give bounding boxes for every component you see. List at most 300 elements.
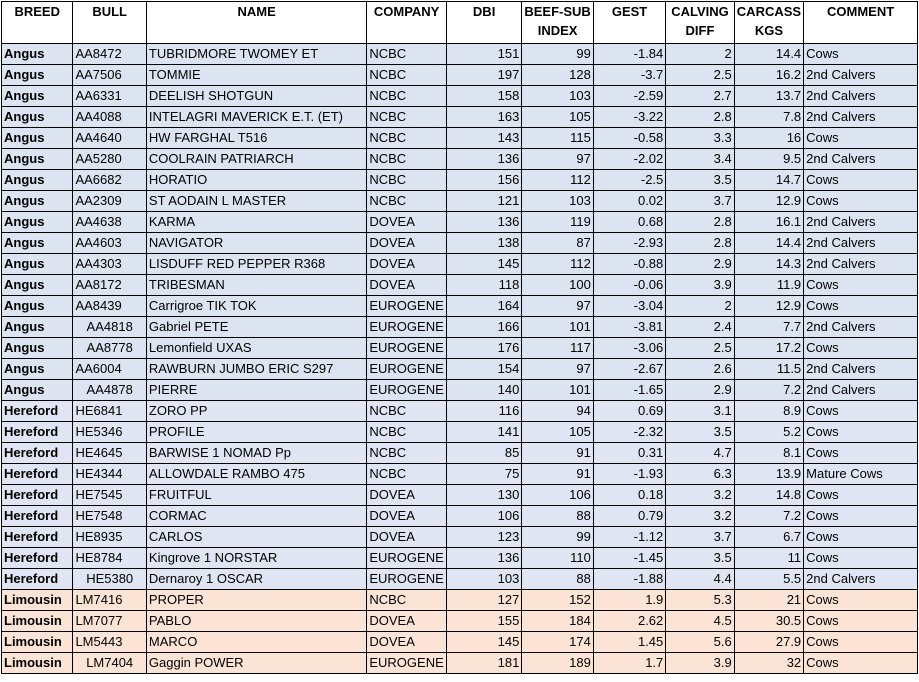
cell-gest: -2.32 [593, 422, 665, 443]
cell-beef-sub-index: 97 [522, 359, 593, 380]
cell-comment: 2nd Calvers [804, 569, 918, 590]
cell-gest: -3.06 [593, 338, 665, 359]
cell-gest: 1.7 [593, 653, 665, 674]
table-row [2, 128, 918, 149]
table-row [2, 275, 918, 296]
cell-gest: -0.88 [593, 254, 665, 275]
table-row [2, 464, 918, 485]
cell-company: EUROGENE [367, 569, 447, 590]
cell-company: NCBC [367, 443, 447, 464]
cell-breed: Hereford [2, 527, 73, 548]
cell-calving-diff: 2 [666, 44, 734, 65]
table-row [2, 296, 918, 317]
cell-name: ZORO PP [146, 401, 366, 422]
cell-breed: Angus [2, 275, 73, 296]
cell-carcass-kgs: 7.7 [734, 317, 803, 338]
cell-beef-sub-index: 117 [522, 338, 593, 359]
cell-carcass-kgs: 5.5 [734, 569, 803, 590]
cell-breed: Angus [2, 149, 73, 170]
cell-breed: Angus [2, 338, 73, 359]
cell-carcass-kgs: 30.5 [734, 611, 803, 632]
cell-dbi: 158 [446, 86, 521, 107]
cell-comment: Cows [804, 485, 918, 506]
table-row [2, 338, 918, 359]
cell-name: MARCO [146, 632, 366, 653]
cell-comment: 2nd Calvers [804, 86, 918, 107]
cell-calving-diff: 2.9 [666, 254, 734, 275]
cell-gest: -2.67 [593, 359, 665, 380]
cell-company: DOVEA [367, 275, 447, 296]
cell-company: DOVEA [367, 527, 447, 548]
cell-company: NCBC [367, 590, 447, 611]
cell-comment: 2nd Calvers [804, 359, 918, 380]
cell-name: Gaggin POWER [146, 653, 366, 674]
table-row [2, 548, 918, 569]
cell-carcass-kgs: 14.4 [734, 44, 803, 65]
cell-bull: HE6841 [73, 401, 146, 422]
cell-carcass-kgs: 14.7 [734, 170, 803, 191]
cell-bull: HE4645 [73, 443, 146, 464]
cell-calving-diff: 2 [666, 296, 734, 317]
cell-comment: 2nd Calvers [804, 212, 918, 233]
cell-comment: Cows [804, 506, 918, 527]
cell-carcass-kgs: 13.9 [734, 464, 803, 485]
cell-comment: Cows [804, 296, 918, 317]
cell-bull: HE5380 [73, 569, 146, 590]
cell-dbi: 118 [446, 275, 521, 296]
cell-name: ST AODAIN L MASTER [146, 191, 366, 212]
cell-beef-sub-index: 88 [522, 506, 593, 527]
cell-carcass-kgs: 11.5 [734, 359, 803, 380]
cell-beef-sub-index: 112 [522, 254, 593, 275]
cell-company: NCBC [367, 128, 447, 149]
cell-name: PIERRE [146, 380, 366, 401]
cell-bull: LM7416 [73, 590, 146, 611]
cell-dbi: 145 [446, 632, 521, 653]
table-row [2, 254, 918, 275]
cell-comment: 2nd Calvers [804, 65, 918, 86]
cell-carcass-kgs: 8.1 [734, 443, 803, 464]
cell-calving-diff: 2.4 [666, 317, 734, 338]
cell-breed: Angus [2, 380, 73, 401]
cell-gest: 0.69 [593, 401, 665, 422]
header-comment: COMMENT [804, 2, 918, 44]
table-row [2, 380, 918, 401]
cell-dbi: 181 [446, 653, 521, 674]
cell-calving-diff: 4.4 [666, 569, 734, 590]
cell-carcass-kgs: 9.5 [734, 149, 803, 170]
cell-gest: -3.81 [593, 317, 665, 338]
cell-comment: Cows [804, 422, 918, 443]
cell-beef-sub-index: 100 [522, 275, 593, 296]
cell-breed: Hereford [2, 401, 73, 422]
cell-calving-diff: 5.3 [666, 590, 734, 611]
cell-comment: Cows [804, 548, 918, 569]
cell-dbi: 166 [446, 317, 521, 338]
cell-bull: AA4603 [73, 233, 146, 254]
cell-carcass-kgs: 16.2 [734, 65, 803, 86]
cell-bull: AA6004 [73, 359, 146, 380]
cell-bull: AA6331 [73, 86, 146, 107]
cell-beef-sub-index: 189 [522, 653, 593, 674]
cell-carcass-kgs: 16 [734, 128, 803, 149]
cell-calving-diff: 2.5 [666, 338, 734, 359]
cell-company: DOVEA [367, 233, 447, 254]
cell-dbi: 163 [446, 107, 521, 128]
header-gest: GEST [593, 2, 665, 44]
cell-breed: Angus [2, 107, 73, 128]
cell-breed: Hereford [2, 548, 73, 569]
cell-gest: 0.68 [593, 212, 665, 233]
cell-bull: AA7506 [73, 65, 146, 86]
cell-beef-sub-index: 97 [522, 149, 593, 170]
cell-company: EUROGENE [367, 653, 447, 674]
cell-bull: HE4344 [73, 464, 146, 485]
cell-calving-diff: 2.8 [666, 212, 734, 233]
cell-bull: AA4638 [73, 212, 146, 233]
cell-company: DOVEA [367, 212, 447, 233]
cell-gest: 0.18 [593, 485, 665, 506]
cell-bull: AA4818 [73, 317, 146, 338]
cell-breed: Hereford [2, 569, 73, 590]
cell-bull: AA5280 [73, 149, 146, 170]
table-row [2, 485, 918, 506]
header-calving-diff: CALVING DIFF [666, 2, 734, 44]
cell-breed: Angus [2, 296, 73, 317]
cell-gest: -3.22 [593, 107, 665, 128]
cell-comment: 2nd Calvers [804, 254, 918, 275]
cell-name: Lemonfield UXAS [146, 338, 366, 359]
table-header [2, 2, 918, 44]
cell-calving-diff: 3.9 [666, 653, 734, 674]
cell-calving-diff: 5.6 [666, 632, 734, 653]
cell-beef-sub-index: 94 [522, 401, 593, 422]
header-beef-sub-index: BEEF-SUB INDEX [522, 2, 593, 44]
cell-dbi: 145 [446, 254, 521, 275]
cell-company: NCBC [367, 422, 447, 443]
cell-beef-sub-index: 101 [522, 317, 593, 338]
cell-name: PABLO [146, 611, 366, 632]
cell-gest: -1.88 [593, 569, 665, 590]
table-body [2, 44, 918, 674]
cell-company: NCBC [367, 65, 447, 86]
cell-name: BARWISE 1 NOMAD Pp [146, 443, 366, 464]
cell-gest: 1.9 [593, 590, 665, 611]
cell-comment: Cows [804, 611, 918, 632]
cell-beef-sub-index: 99 [522, 44, 593, 65]
cell-name: CARLOS [146, 527, 366, 548]
cell-calving-diff: 3.5 [666, 170, 734, 191]
cell-carcass-kgs: 21 [734, 590, 803, 611]
cell-dbi: 130 [446, 485, 521, 506]
cell-breed: Angus [2, 170, 73, 191]
cell-comment: 2nd Calvers [804, 107, 918, 128]
cell-carcass-kgs: 6.7 [734, 527, 803, 548]
cell-beef-sub-index: 152 [522, 590, 593, 611]
cell-comment: Cows [804, 338, 918, 359]
cell-company: NCBC [367, 464, 447, 485]
cell-bull: HE8935 [73, 527, 146, 548]
cell-comment: 2nd Calvers [804, 380, 918, 401]
cell-dbi: 164 [446, 296, 521, 317]
cell-name: INTELAGRI MAVERICK E.T. (ET) [146, 107, 366, 128]
cell-beef-sub-index: 91 [522, 464, 593, 485]
cell-dbi: 155 [446, 611, 521, 632]
cell-comment: Cows [804, 44, 918, 65]
table-row [2, 611, 918, 632]
cell-breed: Angus [2, 254, 73, 275]
cell-beef-sub-index: 97 [522, 296, 593, 317]
cell-breed: Limousin [2, 653, 73, 674]
cell-carcass-kgs: 7.2 [734, 506, 803, 527]
cell-carcass-kgs: 12.9 [734, 296, 803, 317]
cell-comment: Cows [804, 128, 918, 149]
cell-name: ALLOWDALE RAMBO 475 [146, 464, 366, 485]
cell-company: NCBC [367, 401, 447, 422]
cell-dbi: 156 [446, 170, 521, 191]
cell-carcass-kgs: 11 [734, 548, 803, 569]
cell-name: TOMMIE [146, 65, 366, 86]
cell-carcass-kgs: 12.9 [734, 191, 803, 212]
cell-name: Dernaroy 1 OSCAR [146, 569, 366, 590]
table-row [2, 506, 918, 527]
cell-comment: Cows [804, 443, 918, 464]
cell-company: NCBC [367, 107, 447, 128]
cell-breed: Hereford [2, 485, 73, 506]
cell-bull: HE7545 [73, 485, 146, 506]
cell-dbi: 75 [446, 464, 521, 485]
cell-company: DOVEA [367, 254, 447, 275]
cell-breed: Angus [2, 359, 73, 380]
cell-bull: AA6682 [73, 170, 146, 191]
cell-beef-sub-index: 105 [522, 422, 593, 443]
cell-name: HW FARGHAL T516 [146, 128, 366, 149]
cell-calving-diff: 3.4 [666, 149, 734, 170]
cell-breed: Angus [2, 233, 73, 254]
cell-bull: AA4303 [73, 254, 146, 275]
cell-company: EUROGENE [367, 359, 447, 380]
cell-comment: 2nd Calvers [804, 149, 918, 170]
cell-gest: -0.58 [593, 128, 665, 149]
cell-comment: Cows [804, 632, 918, 653]
cell-dbi: 143 [446, 128, 521, 149]
table-row [2, 44, 918, 65]
cell-dbi: 127 [446, 590, 521, 611]
cell-name: RAWBURN JUMBO ERIC S297 [146, 359, 366, 380]
cell-calving-diff: 2.7 [666, 86, 734, 107]
cell-bull: LM7404 [73, 653, 146, 674]
cell-name: FRUITFUL [146, 485, 366, 506]
cell-name: NAVIGATOR [146, 233, 366, 254]
cell-calving-diff: 3.1 [666, 401, 734, 422]
header-dbi: DBI [446, 2, 521, 44]
cell-calving-diff: 2.9 [666, 380, 734, 401]
cell-carcass-kgs: 32 [734, 653, 803, 674]
table-row [2, 191, 918, 212]
cell-beef-sub-index: 112 [522, 170, 593, 191]
cell-calving-diff: 2.6 [666, 359, 734, 380]
cell-beef-sub-index: 184 [522, 611, 593, 632]
cell-breed: Angus [2, 191, 73, 212]
cell-bull: AA8778 [73, 338, 146, 359]
cell-breed: Angus [2, 86, 73, 107]
cell-carcass-kgs: 11.9 [734, 275, 803, 296]
cell-company: DOVEA [367, 632, 447, 653]
cell-calving-diff: 2.8 [666, 233, 734, 254]
header-breed: BREED [2, 2, 73, 44]
cell-calving-diff: 2.8 [666, 107, 734, 128]
cell-calving-diff: 3.7 [666, 527, 734, 548]
cell-dbi: 151 [446, 44, 521, 65]
cell-beef-sub-index: 115 [522, 128, 593, 149]
cell-breed: Hereford [2, 464, 73, 485]
cell-bull: AA8472 [73, 44, 146, 65]
cell-calving-diff: 2.5 [666, 65, 734, 86]
cell-gest: 0.79 [593, 506, 665, 527]
cell-breed: Angus [2, 44, 73, 65]
cell-beef-sub-index: 174 [522, 632, 593, 653]
cell-company: NCBC [367, 191, 447, 212]
cell-comment: Cows [804, 527, 918, 548]
cell-breed: Angus [2, 128, 73, 149]
cell-comment: Cows [804, 401, 918, 422]
cell-dbi: 121 [446, 191, 521, 212]
cell-name: DEELISH SHOTGUN [146, 86, 366, 107]
cell-breed: Hereford [2, 443, 73, 464]
cell-bull: AA4088 [73, 107, 146, 128]
table-row [2, 65, 918, 86]
table-row [2, 359, 918, 380]
cell-calving-diff: 4.7 [666, 443, 734, 464]
cell-dbi: 103 [446, 569, 521, 590]
cell-company: NCBC [367, 149, 447, 170]
cell-carcass-kgs: 5.2 [734, 422, 803, 443]
cell-dbi: 116 [446, 401, 521, 422]
cell-company: DOVEA [367, 506, 447, 527]
cell-gest: -1.45 [593, 548, 665, 569]
header-carcass-kgs: CARCASS KGS [734, 2, 803, 44]
cell-gest: 0.31 [593, 443, 665, 464]
cell-calving-diff: 3.9 [666, 275, 734, 296]
cell-gest: -2.5 [593, 170, 665, 191]
cell-beef-sub-index: 106 [522, 485, 593, 506]
cell-breed: Hereford [2, 506, 73, 527]
cell-gest: -3.7 [593, 65, 665, 86]
cell-company: NCBC [367, 86, 447, 107]
cell-gest: -1.93 [593, 464, 665, 485]
cell-company: NCBC [367, 44, 447, 65]
cell-bull: HE7548 [73, 506, 146, 527]
cell-name: LISDUFF RED PEPPER R368 [146, 254, 366, 275]
cell-carcass-kgs: 8.9 [734, 401, 803, 422]
cell-breed: Angus [2, 317, 73, 338]
cell-carcass-kgs: 14.8 [734, 485, 803, 506]
cell-gest: -1.65 [593, 380, 665, 401]
cell-bull: AA8172 [73, 275, 146, 296]
cell-bull: AA2309 [73, 191, 146, 212]
cell-name: HORATIO [146, 170, 366, 191]
cell-gest: -2.93 [593, 233, 665, 254]
cell-name: CORMAC [146, 506, 366, 527]
table-row [2, 170, 918, 191]
cell-beef-sub-index: 88 [522, 569, 593, 590]
cell-calving-diff: 3.2 [666, 485, 734, 506]
table-row [2, 443, 918, 464]
cell-bull: AA8439 [73, 296, 146, 317]
cell-carcass-kgs: 13.7 [734, 86, 803, 107]
cell-company: EUROGENE [367, 380, 447, 401]
cell-breed: Angus [2, 212, 73, 233]
cell-calving-diff: 6.3 [666, 464, 734, 485]
cell-calving-diff: 3.5 [666, 548, 734, 569]
header-bull: BULL [73, 2, 146, 44]
cell-gest: -2.59 [593, 86, 665, 107]
cell-carcass-kgs: 7.8 [734, 107, 803, 128]
cell-dbi: 136 [446, 548, 521, 569]
cell-beef-sub-index: 110 [522, 548, 593, 569]
cell-gest: -0.06 [593, 275, 665, 296]
cell-beef-sub-index: 87 [522, 233, 593, 254]
table-row [2, 212, 918, 233]
table-row [2, 107, 918, 128]
cell-calving-diff: 4.5 [666, 611, 734, 632]
table-row [2, 233, 918, 254]
cell-comment: Cows [804, 191, 918, 212]
cell-gest: -1.84 [593, 44, 665, 65]
cell-beef-sub-index: 99 [522, 527, 593, 548]
cell-company: NCBC [367, 170, 447, 191]
cell-company: EUROGENE [367, 548, 447, 569]
cell-dbi: 138 [446, 233, 521, 254]
table-row [2, 653, 918, 674]
cell-carcass-kgs: 7.2 [734, 380, 803, 401]
cell-beef-sub-index: 119 [522, 212, 593, 233]
cell-beef-sub-index: 103 [522, 86, 593, 107]
cell-breed: Limousin [2, 611, 73, 632]
table-row [2, 317, 918, 338]
cell-carcass-kgs: 17.2 [734, 338, 803, 359]
cell-company: DOVEA [367, 485, 447, 506]
cell-dbi: 136 [446, 212, 521, 233]
cell-bull: LM5443 [73, 632, 146, 653]
table-row [2, 86, 918, 107]
cell-beef-sub-index: 91 [522, 443, 593, 464]
cell-breed: Hereford [2, 422, 73, 443]
cell-name: Kingrove 1 NORSTAR [146, 548, 366, 569]
cell-carcass-kgs: 14.4 [734, 233, 803, 254]
cell-name: TRIBESMAN [146, 275, 366, 296]
cell-beef-sub-index: 128 [522, 65, 593, 86]
cell-comment: Cows [804, 653, 918, 674]
cell-dbi: 154 [446, 359, 521, 380]
cell-comment: Mature Cows [804, 464, 918, 485]
cell-carcass-kgs: 16.1 [734, 212, 803, 233]
cell-carcass-kgs: 14.3 [734, 254, 803, 275]
cell-company: EUROGENE [367, 317, 447, 338]
cell-calving-diff: 3.5 [666, 422, 734, 443]
cell-name: COOLRAIN PATRIARCH [146, 149, 366, 170]
table-row [2, 527, 918, 548]
cell-breed: Limousin [2, 590, 73, 611]
cell-bull: HE5346 [73, 422, 146, 443]
cell-calving-diff: 3.3 [666, 128, 734, 149]
cell-company: EUROGENE [367, 338, 447, 359]
cell-name: TUBRIDMORE TWOMEY ET [146, 44, 366, 65]
table-row [2, 401, 918, 422]
cell-name: PROFILE [146, 422, 366, 443]
cell-company: EUROGENE [367, 296, 447, 317]
cell-name: Carrigroe TIK TOK [146, 296, 366, 317]
